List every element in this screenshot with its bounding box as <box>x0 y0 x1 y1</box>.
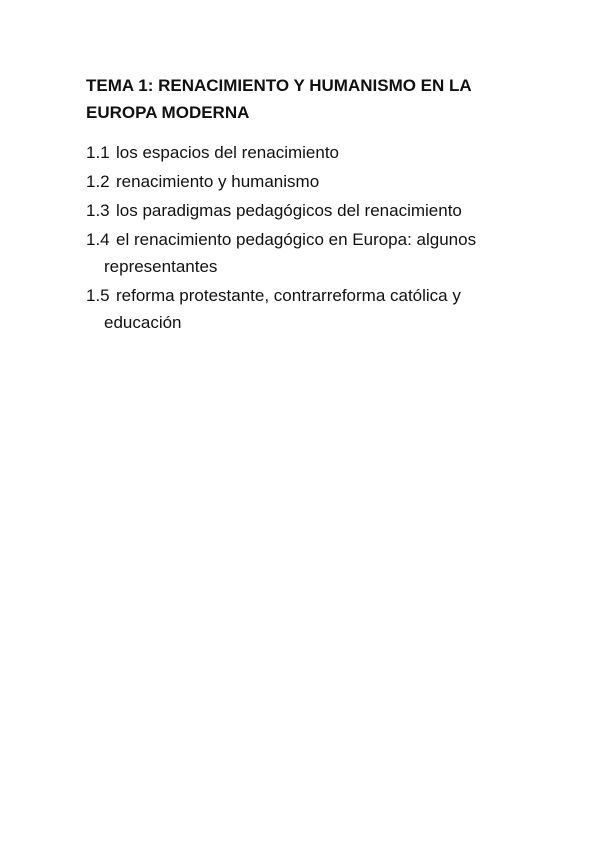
item-text: los paradigmas pedagógicos del renacimiento <box>116 201 462 220</box>
list-item <box>86 168 536 195</box>
list-item <box>86 282 536 336</box>
document-title: TEMA 1: RENACIMIENTO Y HUMANISMO EN LA EUROPA MODERNA <box>86 76 472 122</box>
list-item <box>86 197 536 224</box>
item-text: los espacios del renacimiento <box>116 143 340 162</box>
list-item <box>86 139 536 166</box>
item-text: reforma protestante, contrarreforma católica y educación <box>104 286 461 332</box>
item-text: renacimiento y humanismo <box>116 172 320 191</box>
item-number: 1.1 <box>86 143 110 162</box>
item-number: 1.3 <box>86 201 110 220</box>
item-number: 1.4 <box>86 230 110 249</box>
topic-list <box>86 139 536 338</box>
list-item <box>86 226 536 280</box>
item-number: 1.2 <box>86 172 110 191</box>
item-text: el renacimiento pedagógico en Europa: algunos representantes <box>104 230 477 276</box>
item-number: 1.5 <box>86 286 110 305</box>
